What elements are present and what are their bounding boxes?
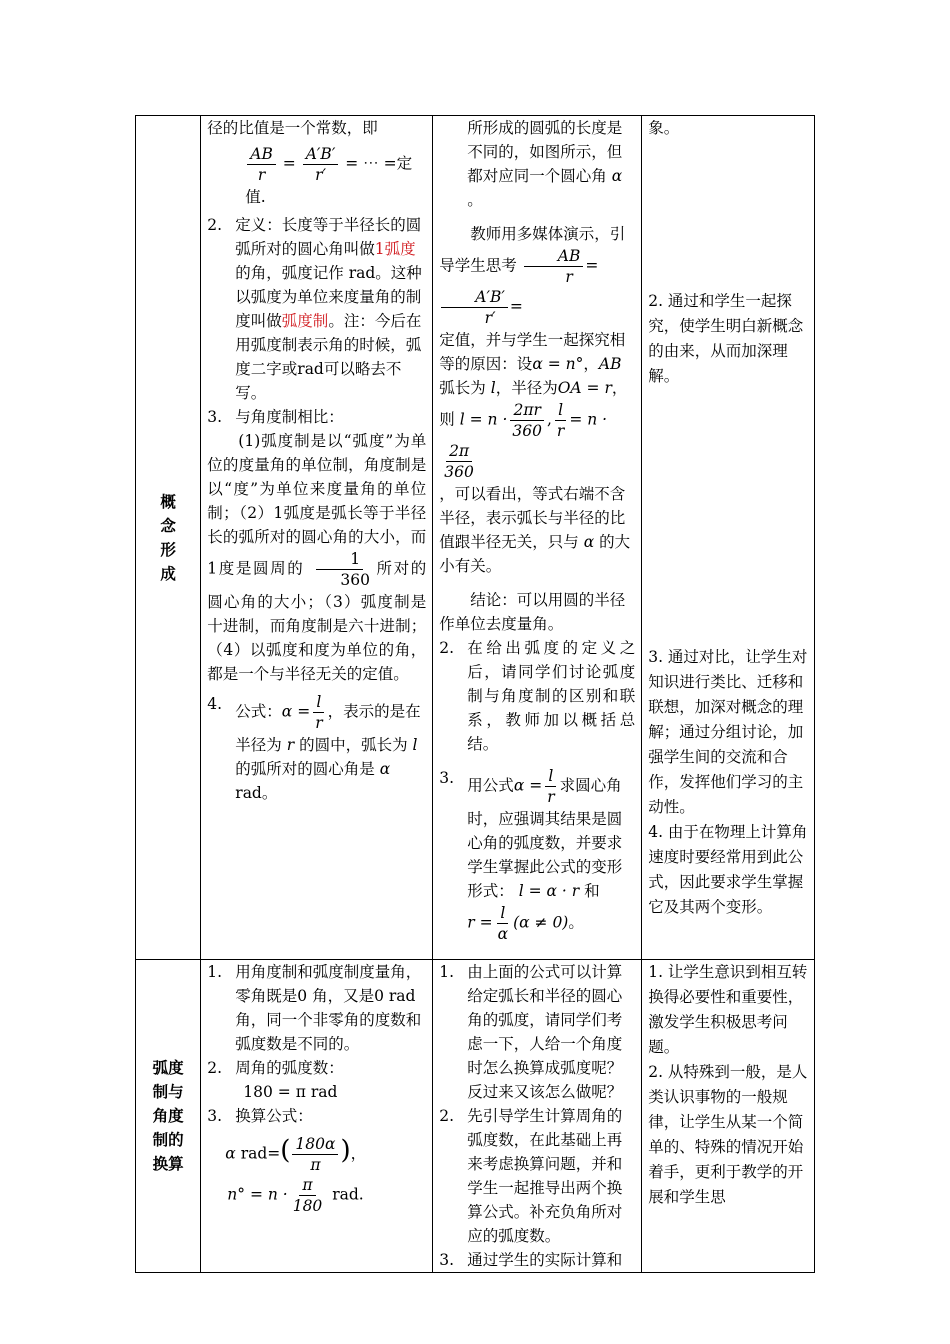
activity-cell: [433, 960, 642, 1273]
item-number: 2.: [207, 216, 223, 234]
row-label-concept: [136, 116, 201, 960]
purpose-text: 3. 通过对比，让学生对知识进行类比、迁移和联想，加深对概念的理解；通过分组讨论，加强学生间的交流和合作，发挥他们学习的主动性。: [648, 648, 808, 816]
ratio-text: 定值.: [245, 154, 413, 206]
item-number: 3.: [207, 1107, 223, 1125]
compare-title: 与角度制相比：: [235, 408, 344, 426]
intro-text: 径的比值是一个常数，即: [207, 119, 378, 137]
label-char: 念: [160, 516, 176, 535]
item-text: 用角度制和弧度制度量角，零角既是0 角，又是0 rad角，同一个非零角的度数和弧度数是不同的。: [235, 963, 422, 1053]
list-item: [207, 405, 426, 429]
list-item: [439, 1248, 635, 1272]
label-line: 角度: [152, 1107, 184, 1125]
item-text: 换算公式：: [235, 1107, 313, 1125]
purpose-text: 2. 通过和学生一起探究，使学生明白新概念的由来，从而加深理解。: [648, 292, 804, 385]
purpose-cell: [642, 116, 815, 960]
conversion-formula-1: α rad=( $\frac{180\alpha}{\pi}$ )，: [225, 1135, 367, 1174]
label-char: 形: [160, 540, 176, 559]
content-cell: [201, 116, 433, 960]
highlight-term: 1弧度: [374, 240, 416, 258]
purpose-text: 4. 由于在物理上计算角速度时要经常用到此公式，因此要求学生掌握它及其两个变形。: [648, 823, 808, 916]
table-row-concept: [136, 116, 815, 960]
list-item: [207, 960, 426, 1056]
item-number: 2.: [439, 1107, 455, 1125]
definition-text: 定义：长度等于半径长的圆弧所对的圆心角叫做1弧度的角，弧度记作 rad。这种以弧度为单位来度量角的制度叫做弧度制。注：今后在用弧度制表示角的时候，弧度二字或rad可以略去不写。: [235, 216, 422, 402]
full-angle-formula: 180 = π rad: [243, 1083, 338, 1101]
item-text: 在给出弧度的定义之后，请同学们讨论弧度制与角度制的区别和联系，教师加以概括总结。: [467, 639, 636, 753]
conversion-formula-2: n° = n · $\frac{\pi}{180}$ rad.: [227, 1176, 364, 1215]
item-number: 1.: [207, 963, 223, 981]
label-line: 制与: [152, 1083, 184, 1101]
item-number: 3.: [439, 769, 455, 787]
activity-text: 教师用多媒体演示，引导学生思考 $\frac{AB}{r}$ = $\frac{A'B'}{r'}$ =: [439, 225, 626, 327]
formula-text: 公式：α = $\frac{l}{r}$ ，表示的是在半径为 r 的圆中，弧长为 l 的弧所对的圆心角是 α rad。: [235, 693, 421, 802]
list-item: [439, 636, 635, 756]
list-item: [439, 1104, 635, 1248]
list-item: [439, 960, 635, 1104]
label-line: 弧度: [152, 1059, 184, 1077]
activity-cell: [433, 116, 642, 960]
conclusion-text: 结论：可以用圆的半径作单位去度量角。: [439, 591, 626, 633]
item-number: 1.: [439, 963, 455, 981]
item-text: 用公式α = $\frac{l}{r}$ 求圆心角时，应强调其结果是圆心角的弧度数，并要求学生掌握此公式的变形形式： l = α · r 和 r = $\frac{l}{\alpha}$ (α ≠ 0)。: [467, 767, 623, 943]
purpose-text: 1. 让学生意识到相互转换得必要性和重要性，激发学生积极思考问题。: [648, 963, 808, 1056]
table-row-conversion: [136, 960, 815, 1273]
label-char: 概: [160, 492, 176, 511]
item-number: 2.: [207, 1059, 223, 1077]
item-text: 通过学生的实际计算和: [467, 1251, 623, 1269]
label-line: 换算: [152, 1155, 184, 1173]
label-line: 制的: [152, 1131, 184, 1149]
activity-text: 定值，并与学生一起探究相等的原因：设α = n°，AB 弧长为 l，半径为OA = r， 则 l = n · $\frac{2\pi r}{360}$ , $\frac{l}{r}$ = n · $\frac{2\pi}{360}$: [439, 331, 628, 481]
list-item: [207, 213, 426, 405]
ratio-formula: $\frac{AB}{r}$ = $\frac{A'B'}{r'}$ = ⋯ =定值.: [245, 145, 413, 206]
list-item: [207, 1056, 426, 1080]
activity-text: ，可以看出，等式右端不含半径，表示弧长与半径的比值跟半径无关，只与 α 的大小有关。: [439, 485, 631, 575]
label-char: 成: [160, 564, 176, 583]
item-text: 先引导学生计算周角的弧度数，在此基础上再来考虑换算问题，并和学生一起推导出两个换算公式。补充负角所对应的弧度数。: [467, 1107, 623, 1245]
content-cell: [201, 960, 433, 1273]
lesson-table: [135, 115, 815, 1273]
item-number: 4.: [207, 695, 223, 713]
item-text: 由上面的公式可以计算给定弧长和半径的圆心角的弧度，请同学们考虑一下，人给一个角度时怎么换算成弧度呢？反过来又该怎么做呢？: [467, 963, 623, 1101]
item-number: 3.: [439, 1251, 455, 1269]
purpose-text: 2. 从特殊到一般，是人类认识事物的一般规律，让学生从某一个简单的、特殊的情况开始着手，更利于教学的开展和学生思: [648, 1063, 808, 1206]
item-text: 周角的弧度数：: [235, 1059, 344, 1077]
item-number: 2.: [439, 639, 455, 657]
purpose-text: 象。: [648, 119, 680, 137]
list-item: [439, 766, 635, 944]
row-label-conversion: [136, 960, 201, 1273]
compare-text: (1)弧度制是以“弧度”为单位的度量角的单位制，角度制是以“度”为单位来度量角的单位制；（2）1弧度是弧长等于半径长的弧所对的圆心角的大小，而1度是圆周的 $\frac{1}{360}$ 所对的圆心角的大小；（3）弧度制是十进制，而角度制是六十进制；（4）以弧度和度为单位的角，都是一个与半径无关的定值。: [207, 432, 427, 683]
highlight-term: 弧度制: [281, 312, 329, 330]
activity-text: 所形成的圆弧的长度是不同的，如图所示，但都对应同一个圆心角 α 。: [467, 119, 623, 209]
list-item: [207, 1104, 426, 1128]
item-number: 3.: [207, 408, 223, 426]
list-item: [207, 692, 426, 805]
purpose-cell: [642, 960, 815, 1273]
